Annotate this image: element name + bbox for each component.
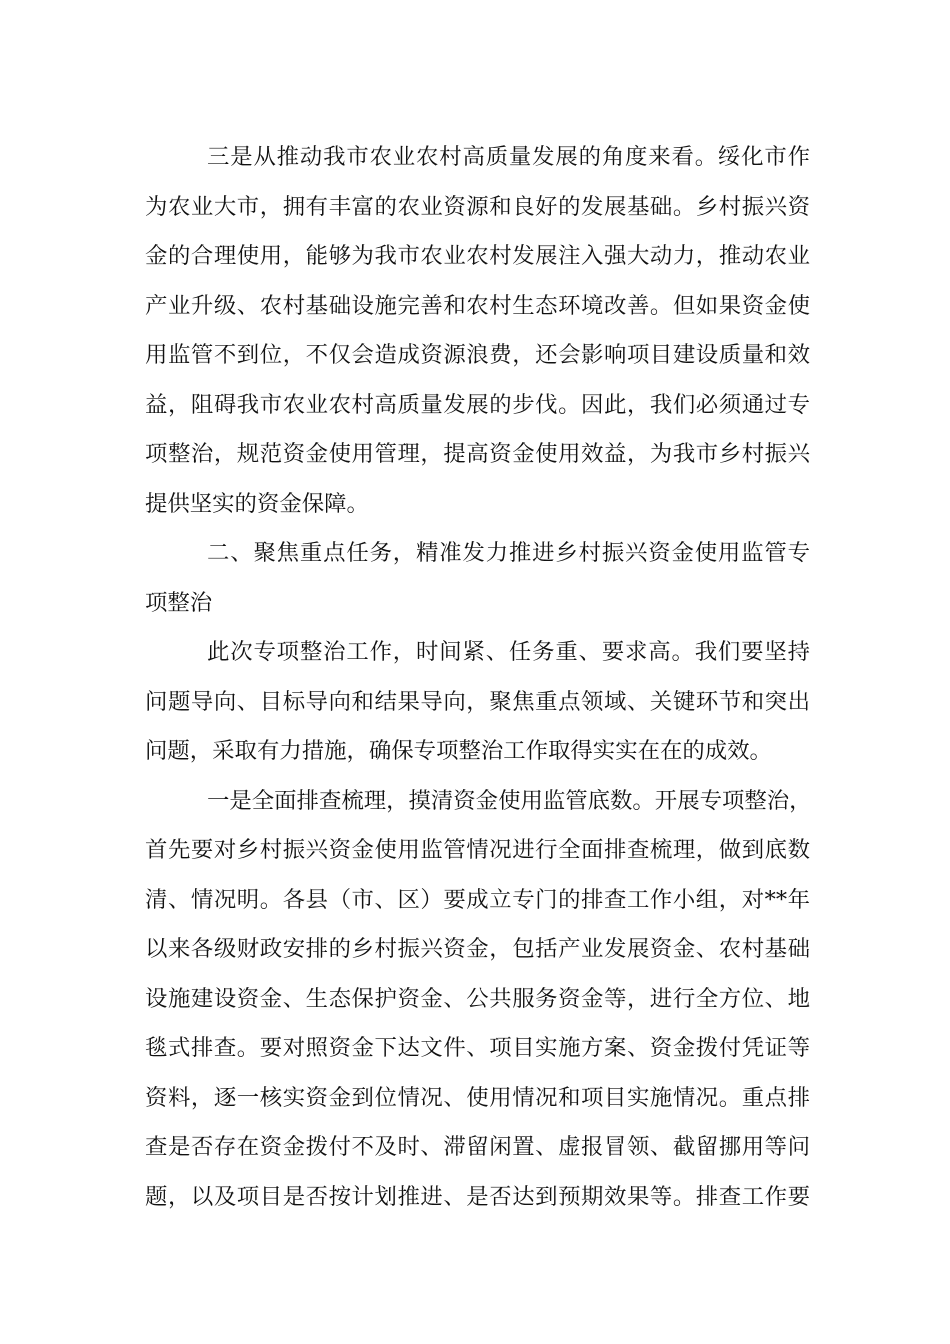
- text-line: 一是全面排查梳理，摸清资金使用监管底数。开展专项整治，: [207, 787, 812, 814]
- text-line: 资料，逐一核实资金到位情况、使用情况和项目实施情况。重点排: [145, 1084, 810, 1111]
- text-line: 金的合理使用，能够为我市农业农村发展注入强大动力，推动农业: [145, 243, 810, 269]
- text-line: 设施建设资金、生态保护资金、公共服务资金等，进行全方位、地: [145, 985, 810, 1012]
- text-line: 清、情况明。各县（市、区）要成立专门的排查工作小组，对**年: [145, 886, 810, 913]
- text-line: 用监管不到位，不仅会造成资源浪费，还会影响项目建设质量和效: [145, 342, 810, 368]
- text-line: 产业升级、农村基础设施完善和农村生态环境改善。但如果资金使: [145, 292, 810, 319]
- document-body: [145, 133, 810, 1222]
- text-line: 题，以及项目是否按计划推进、是否达到预期效果等。排查工作要: [145, 1183, 810, 1210]
- text-line: 查是否存在资金拨付不及时、滞留闲置、虚报冒领、截留挪用等问: [145, 1134, 810, 1160]
- section-heading-two: [145, 529, 810, 628]
- text-line: 问题导向、目标导向和结果导向，聚焦重点领域、关键环节和突出: [145, 688, 810, 715]
- paragraph-intro: [145, 628, 810, 777]
- heading-line: 二、聚焦重点任务，精准发力推进乡村振兴资金使用监管专: [207, 540, 810, 566]
- paragraph-first-task: [145, 777, 810, 1223]
- text-line: 提供坚实的资金保障。: [145, 490, 369, 517]
- text-line: 此次专项整治工作，时间紧、任务重、要求高。我们要坚持: [207, 639, 810, 665]
- paragraph-third-aspect: [145, 133, 810, 529]
- heading-line: 项整治: [145, 589, 213, 616]
- text-line: 三是从推动我市农业农村高质量发展的角度来看。绥化市作: [207, 144, 810, 170]
- text-line: 问题，采取有力措施，确保专项整治工作取得实实在在的成效。: [145, 738, 772, 764]
- text-line: 以来各级财政安排的乡村振兴资金，包括产业发展资金、农村基础: [145, 936, 810, 962]
- text-line: 首先要对乡村振兴资金使用监管情况进行全面排查梳理，做到底数: [145, 837, 810, 863]
- text-line: 毯式排查。要对照资金下达文件、项目实施方案、资金拨付凭证等: [145, 1035, 810, 1061]
- text-line: 项整治，规范资金使用管理，提高资金使用效益，为我市乡村振兴: [145, 441, 810, 467]
- text-line: 益，阻碍我市农业农村高质量发展的步伐。因此，我们必须通过专: [145, 391, 810, 418]
- text-line: 为农业大市，拥有丰富的农业资源和良好的发展基础。乡村振兴资: [145, 193, 810, 220]
